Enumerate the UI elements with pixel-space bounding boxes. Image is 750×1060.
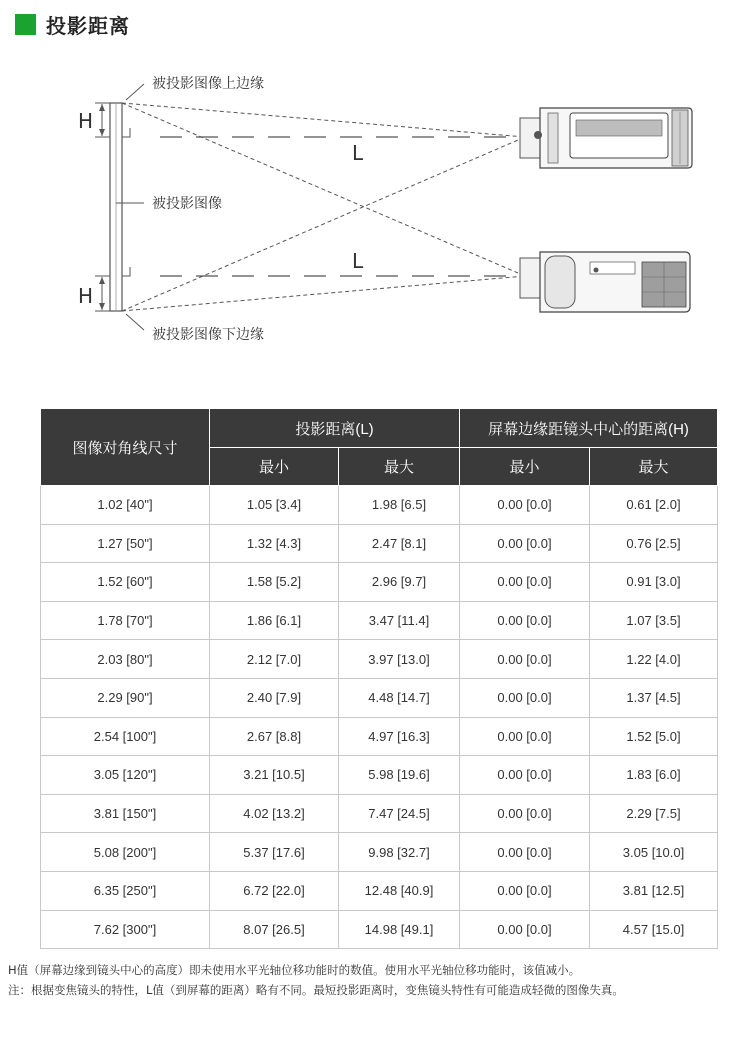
cell-h-min: 0.00 [0.0] [460,563,590,602]
cell-diagonal: 5.08 [200"] [41,833,210,872]
cell-h-max: 0.76 [2.5] [590,524,718,563]
label-bottom-edge: 被投影图像下边缘 [152,327,264,343]
footnotes [8,960,748,1000]
cell-l-max: 12.48 [40.9] [339,871,460,910]
cell-l-min: 4.02 [13.2] [210,794,339,833]
cell-h-min: 0.00 [0.0] [460,717,590,756]
h-dimension-bottom [95,276,110,311]
l-label-top: L [352,141,364,165]
table-row [41,486,718,525]
cell-diagonal: 2.29 [90"] [41,678,210,717]
cell-diagonal: 2.54 [100"] [41,717,210,756]
cell-l-min: 2.40 [7.9] [210,678,339,717]
col-header-diagonal: 图像对角线尺寸 [41,409,210,486]
col-header-throw-distance: 投影距离(L) [210,409,460,448]
h-dimension-top [95,103,110,137]
cell-l-max: 4.97 [16.3] [339,717,460,756]
section-header [15,12,130,36]
cell-l-max: 14.98 [49.1] [339,910,460,949]
right-angle-mark-bottom [122,267,130,276]
table-row [41,717,718,756]
cell-h-max: 4.57 [15.0] [590,910,718,949]
green-square-icon [15,14,36,35]
cell-l-max: 3.47 [11.4] [339,601,460,640]
cell-h-max: 1.83 [6.0] [590,756,718,795]
cell-h-min: 0.00 [0.0] [460,524,590,563]
cell-l-max: 5.98 [19.6] [339,756,460,795]
table-row [41,678,718,717]
cell-h-min: 0.00 [0.0] [460,601,590,640]
col-header-l-min: 最小 [210,448,339,486]
cell-l-max: 7.47 [24.5] [339,794,460,833]
throw-distance-table [40,408,718,949]
callout-bottom [126,314,144,330]
cell-l-min: 1.86 [6.1] [210,601,339,640]
table-row [41,563,718,602]
table-row [41,833,718,872]
col-header-h-max: 最大 [590,448,718,486]
col-header-offset: 屏幕边缘距镜头中心的距离(H) [460,409,718,448]
cell-l-max: 4.48 [14.7] [339,678,460,717]
cell-diagonal: 1.78 [70"] [41,601,210,640]
cell-l-max: 1.98 [6.5] [339,486,460,525]
cell-h-min: 0.00 [0.0] [460,678,590,717]
cell-h-min: 0.00 [0.0] [460,910,590,949]
cell-l-min: 8.07 [26.5] [210,910,339,949]
col-header-h-min: 最小 [460,448,590,486]
footnote-l: 注：根据变焦镜头的特性，L值（到屏幕的距离）略有不同。最短投影距离时，变焦镜头特性有可能造成轻微的图像失真。 [8,983,624,997]
cell-l-min: 2.67 [8.8] [210,717,339,756]
table-row [41,794,718,833]
cell-h-max: 3.81 [12.5] [590,871,718,910]
h-label-bottom: H [78,284,94,308]
cell-h-max: 2.29 [7.5] [590,794,718,833]
screen-panel [110,103,122,311]
cell-diagonal: 3.81 [150"] [41,794,210,833]
cell-h-max: 0.91 [3.0] [590,563,718,602]
label-top-edge: 被投影图像上边缘 [152,76,264,92]
table-row [41,524,718,563]
cell-l-min: 1.32 [4.3] [210,524,339,563]
cell-diagonal: 6.35 [250"] [41,871,210,910]
cell-l-min: 6.72 [22.0] [210,871,339,910]
cell-l-min: 1.58 [5.2] [210,563,339,602]
section-title: 投影距离 [46,13,130,38]
projector-bottom-icon [520,252,690,312]
cell-diagonal: 1.52 [60"] [41,563,210,602]
cell-l-min: 5.37 [17.6] [210,833,339,872]
cell-h-min: 0.00 [0.0] [460,794,590,833]
cell-h-min: 0.00 [0.0] [460,756,590,795]
cell-l-max: 9.98 [32.7] [339,833,460,872]
cell-h-max: 1.52 [5.0] [590,717,718,756]
h-label-top: H [78,109,94,133]
cell-h-max: 1.07 [3.5] [590,601,718,640]
footnote-h: H值（屏幕边缘到镜头中心的高度）即未使用水平光轴位移功能时的数值。使用水平光轴位移功能时，该值减小。 [8,963,581,977]
cell-h-min: 0.00 [0.0] [460,833,590,872]
table-row [41,601,718,640]
l-label-bottom: L [352,249,364,273]
cell-l-max: 3.97 [13.0] [339,640,460,679]
cell-h-min: 0.00 [0.0] [460,871,590,910]
projector-top-icon [520,108,692,168]
table-row [41,756,718,795]
cell-diagonal: 2.03 [80"] [41,640,210,679]
cell-l-max: 2.47 [8.1] [339,524,460,563]
cell-l-min: 1.05 [3.4] [210,486,339,525]
cell-diagonal: 7.62 [300"] [41,910,210,949]
cell-diagonal: 3.05 [120"] [41,756,210,795]
col-header-l-max: 最大 [339,448,460,486]
cell-diagonal: 1.27 [50"] [41,524,210,563]
cell-h-max: 1.37 [4.5] [590,678,718,717]
cell-h-max: 3.05 [10.0] [590,833,718,872]
cell-h-min: 0.00 [0.0] [460,486,590,525]
table-row [41,871,718,910]
cell-l-min: 3.21 [10.5] [210,756,339,795]
cell-diagonal: 1.02 [40"] [41,486,210,525]
table-row [41,640,718,679]
cell-h-max: 0.61 [2.0] [590,486,718,525]
right-angle-mark-top [122,128,130,137]
cell-l-max: 2.96 [9.7] [339,563,460,602]
cell-l-min: 2.12 [7.0] [210,640,339,679]
cell-h-max: 1.22 [4.0] [590,640,718,679]
cell-h-min: 0.00 [0.0] [460,640,590,679]
projection-diagram [0,60,750,360]
callout-top [126,84,144,100]
label-image: 被投影图像 [152,196,222,212]
table-row [41,910,718,949]
